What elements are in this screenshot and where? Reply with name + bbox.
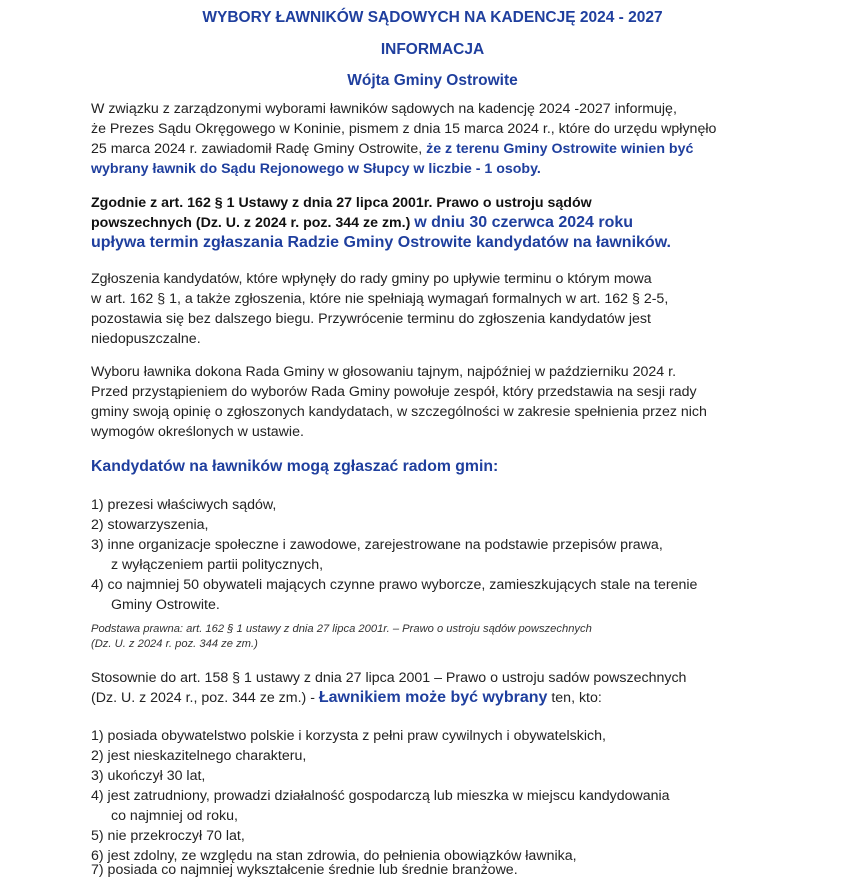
vote-line-1: Wyboru ławnika dokona Rada Gminy w głosowaniu tajnym, najpóźniej w październiku 2024 r. [91, 364, 677, 380]
eligibility-emphasis: Ławnikiem może być wybrany [318, 689, 548, 706]
late-line-4: niedopuszczalne. [91, 331, 201, 347]
intro-line-3-text: 25 marca 2024 r. zawiadomił Radę Gminy Ostrowite, [91, 141, 427, 157]
document-subtitle: INFORMACJA [380, 41, 485, 58]
intro-line-3 [91, 140, 693, 158]
intro-line-4: wybrany ławnik do Sądu Rejonowego w Słupcy w liczbie - 1 osoby. [91, 161, 541, 177]
eligibility-line-2 [91, 689, 602, 707]
late-line-3: pozostawia się bez dalszego biegu. Przywrócenie terminu do zgłoszenia kandydatów jest [91, 311, 651, 327]
vote-line-4: wymogów określonych w ustawie. [91, 424, 304, 440]
deadline-line-2 [91, 214, 633, 232]
vote-line-3: gminy swoją opinię o zgłoszonych kandydatach, w szczególności w zakresie spełnienia przez nich [91, 404, 707, 420]
deadline-line-3: upływa termin zgłaszania Radzie Gminy Ostrowite kandydatów na ławników. [91, 234, 671, 251]
list-item: 6) jest zdolny, ze względu na stan zdrowia, do pełnienia obowiązków ławnika, [91, 848, 577, 864]
late-line-1: Zgłoszenia kandydatów, które wpłynęły do rady gminy po upływie terminu o którym mowa [91, 271, 652, 287]
list-item: 4) jest zatrudniony, prowadzi działalność gospodarczą lub mieszka w miejscu kandydowania [91, 788, 670, 804]
legal-basis-line-2: (Dz. U. z 2024 r. poz. 344 ze zm.) [91, 638, 258, 650]
list-item-continuation: Gminy Ostrowite. [111, 597, 220, 613]
deadline-date: w dniu 30 czerwca 2024 roku [414, 214, 634, 231]
eligibility-line-2-text: (Dz. U. z 2024 r., poz. 344 ze zm.) - [91, 690, 319, 706]
list-item: 3) inne organizacje społeczne i zawodowe, zarejestrowane na podstawie przepisów prawa, [91, 537, 663, 553]
list-item: 3) ukończył 30 lat, [91, 768, 206, 784]
list-item: 1) posiada obywatelstwo polskie i korzysta z pełni praw cywilnych i obywatelskich, [91, 728, 606, 744]
list-item: 5) nie przekroczył 70 lat, [91, 828, 245, 844]
intro-emphasis: że z terenu Gminy Ostrowite winien być [426, 141, 694, 157]
legal-basis-line-1: Podstawa prawna: art. 162 § 1 ustawy z dnia 27 lipca 2001r. – Prawo o ustroju sądów powszechnych [91, 623, 592, 635]
intro-line-1: W związku z zarządzonymi wyborami ławników sądowych na kadencję 2024 -2027 informuję, [91, 101, 677, 117]
document-title: WYBORY ŁAWNIKÓW SĄDOWYCH NA KADENCJĘ 2024 - 2027 [202, 9, 663, 26]
nominators-heading: Kandydatów na ławników mogą zgłaszać radom gmin: [91, 458, 499, 475]
intro-line-2: że Prezes Sądu Okręgowego w Koninie, pismem z dnia 15 marca 2024 r., które do urzędu wpłynęło [91, 121, 717, 137]
list-item: 7) posiada co najmniej wykształcenie średnie lub średnie branżowe. [91, 862, 518, 878]
late-line-2: w art. 162 § 1, a także zgłoszenia, które nie spełniają wymagań formalnych w art. 162 § 2-5, [91, 291, 669, 307]
list-item: 2) jest nieskazitelnego charakteru, [91, 748, 307, 764]
list-item-continuation: co najmniej od roku, [111, 808, 238, 824]
list-item: 2) stowarzyszenia, [91, 517, 209, 533]
list-item: 1) prezesi właściwych sądów, [91, 497, 277, 513]
eligibility-line-1: Stosownie do art. 158 § 1 ustawy z dnia 27 lipca 2001 – Prawo o ustroju sadów powszechnych [91, 670, 687, 686]
eligibility-line-2-end: ten, kto: [547, 690, 602, 706]
vote-line-2: Przed przystąpieniem do wyborów Rada Gminy powołuje zespół, który przedstawia na sesji rady [91, 384, 697, 400]
document-author: Wójta Gminy Ostrowite [347, 72, 518, 89]
list-item-continuation: z wyłączeniem partii politycznych, [111, 557, 324, 573]
list-item: 4) co najmniej 50 obywateli mających czynne prawo wyborcze, zamieszkujących stale na terenie [91, 577, 698, 593]
deadline-line-2-text: powszechnych (Dz. U. z 2024 r. poz. 344 ze zm.) [91, 215, 415, 231]
deadline-line-1: Zgodnie z art. 162 § 1 Ustawy z dnia 27 lipca 2001r. Prawo o ustroju sądów [91, 195, 592, 211]
